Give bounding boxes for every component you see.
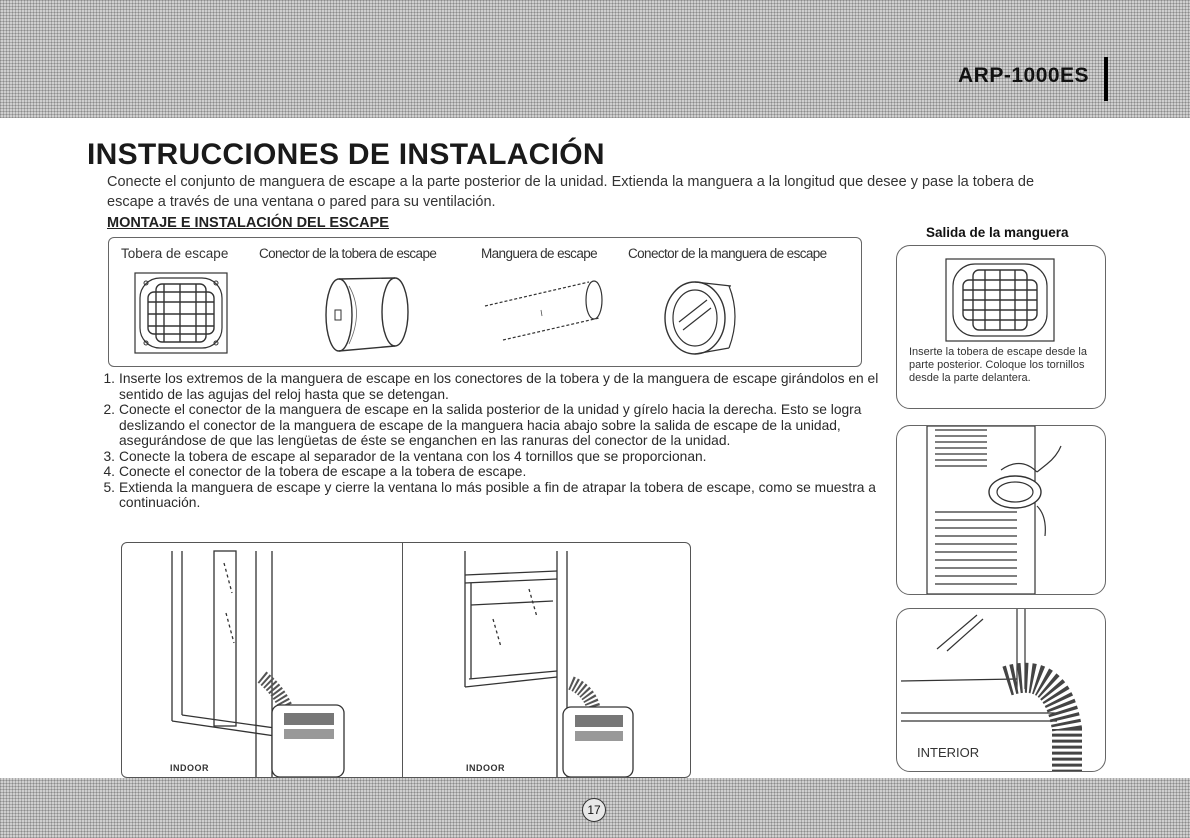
step-number: 5.: [103, 479, 115, 495]
step-number: 2.: [103, 402, 115, 417]
step-number: 1.: [103, 371, 115, 386]
header-band: [0, 0, 1190, 118]
model-label: ARP-1000ES: [958, 64, 1090, 87]
step-item: [93, 402, 883, 449]
step-text: Extienda la manguera de escape y cierre la ventana lo más posible a fin de atrapar la tobera de escape, como se muestra a continuación.: [119, 479, 876, 510]
step-number: 4.: [103, 464, 115, 479]
hose-connector-drawing: [649, 272, 749, 358]
page-number: 17: [582, 798, 606, 822]
indoor-label-right: INDOOR: [466, 763, 505, 773]
nozzle-back-drawing: [945, 258, 1055, 342]
model-divider-bar: [1104, 57, 1108, 101]
step-text: Inserte los extremos de la manguera de escape en los conectores de la tobera y de la manguera de escape girándolos en el sentido de las agujas del reloj hasta que se detengan.: [119, 371, 879, 402]
nozzle-connector-drawing: [319, 272, 419, 358]
sidebar-caption: Inserte la tobera de escape desde la parte posterior. Coloque los tornillos desde la parte delantera.: [909, 346, 1087, 384]
horizontal-window-drawing: [403, 543, 690, 777]
indoor-label-left: INDOOR: [170, 763, 209, 773]
part-label-nozzle-connector: Conector de la tobera de escape: [259, 246, 437, 261]
page-title: INSTRUCCIONES DE INSTALACIÓN: [87, 138, 605, 171]
part-label-hose-connector: Conector de la manguera de escape: [628, 246, 827, 261]
interior-label: INTERIOR: [917, 745, 980, 760]
step-text: Conecte el conector de la manguera de escape en la salida posterior de la unidad y gírelo hacia la derecha. Esto se logra deslizando el conector de la manguera de escape de la manguera hacia abajo sobre la salida de escape de la unidad, asegurándose de que las lengüetas de éste se enganchen en las ranuras del conector de la unidad.: [119, 402, 862, 448]
step-item: [93, 464, 883, 480]
window-illustrations: [121, 542, 691, 778]
interior-panel: [896, 608, 1106, 772]
sidebar-title: Salida de la manguera: [926, 225, 1069, 240]
step-text: Conecte el conector de la tobera de escape a la tobera de escape.: [119, 464, 527, 479]
vertical-window-drawing: [122, 543, 402, 777]
step-item: [93, 480, 883, 511]
part-label-exhaust-nozzle: Tobera de escape: [121, 246, 229, 261]
step-item: [93, 371, 883, 402]
section-heading: MONTAJE E INSTALACIÓN DEL ESCAPE: [107, 215, 389, 231]
parts-box: [108, 237, 862, 367]
part-label-exhaust-hose: Manguera de escape: [481, 246, 598, 261]
unit-rear-panel: [896, 425, 1106, 595]
hose-outlet-panel: [896, 245, 1106, 409]
unit-rear-drawing: [897, 426, 1105, 594]
step-number: 3.: [103, 448, 115, 464]
intro-paragraph: Conecte el conjunto de manguera de escape a la parte posterior de la unidad. Extienda la manguera a la longitud que desee y pase la tobera de escape a través de una ventana o pared para su ventilación.: [107, 174, 1035, 210]
step-text: Conecte la tobera de escape al separador de la ventana con los 4 tornillos que se proporcionan.: [119, 448, 707, 464]
steps-list: [93, 371, 883, 511]
exhaust-nozzle-drawing: [134, 272, 228, 354]
step-item: [93, 449, 883, 465]
exhaust-hose-drawing: [481, 278, 611, 348]
